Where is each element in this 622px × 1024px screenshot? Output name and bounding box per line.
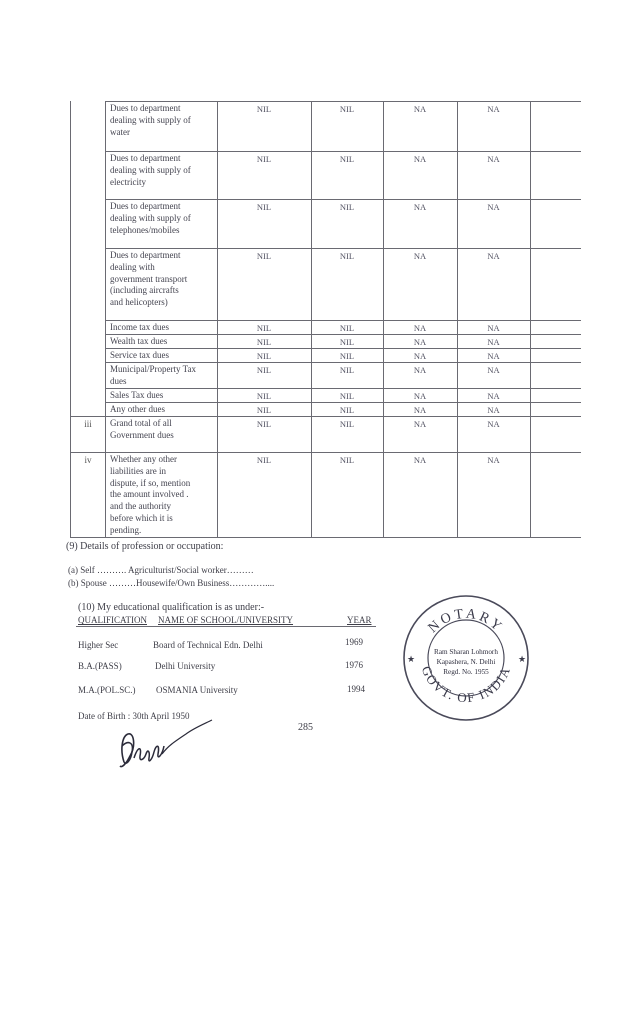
row-description: Grand total of all Government dues bbox=[110, 418, 174, 440]
table-rule bbox=[70, 416, 581, 417]
school-3: OSMANIA University bbox=[156, 685, 238, 695]
table-cell: NIL bbox=[339, 351, 355, 361]
table-cell: NIL bbox=[256, 419, 272, 429]
row-description: Whether any other liabilities are in dispute, if so, mention the amount involved . and the authority before which it is pending. bbox=[110, 454, 191, 535]
table-cell: NIL bbox=[339, 419, 355, 429]
table-cell: NA bbox=[413, 405, 427, 415]
table-cell: NIL bbox=[339, 251, 355, 261]
table-cell: NIL bbox=[256, 202, 272, 212]
qual-1: Higher Sec bbox=[78, 640, 119, 650]
table-cell: NA bbox=[487, 202, 500, 212]
row-description: Dues to department dealing with supply of water bbox=[110, 103, 191, 137]
table-cell: NIL bbox=[256, 323, 272, 333]
table-cell: NA bbox=[487, 251, 500, 261]
page-number: 285 bbox=[298, 722, 313, 733]
svg-text:★: ★ bbox=[407, 655, 416, 665]
row-index: iii bbox=[84, 419, 92, 429]
table-cell: NIL bbox=[256, 391, 272, 401]
table-column-rule bbox=[217, 101, 218, 538]
row-description: Wealth tax dues bbox=[110, 336, 168, 346]
table-cell: NIL bbox=[256, 104, 272, 114]
year-3: 1994 bbox=[347, 684, 365, 694]
table-cell: NIL bbox=[339, 202, 355, 212]
row-description: Sales Tax dues bbox=[110, 390, 164, 400]
table-cell: NIL bbox=[256, 351, 272, 361]
table-cell: NIL bbox=[256, 154, 272, 164]
table-cell: NA bbox=[413, 154, 427, 164]
table-cell: NA bbox=[413, 419, 427, 429]
table-cell: NIL bbox=[256, 251, 272, 261]
section10-heading: (10) My educational qualification is as under:- bbox=[78, 602, 265, 613]
table-rule bbox=[105, 199, 581, 200]
table-cell: NA bbox=[487, 365, 500, 375]
row-description: Dues to department dealing with government transport (including aircrafts and helicopters) bbox=[110, 250, 188, 308]
table-cell: NA bbox=[487, 154, 500, 164]
table-rule bbox=[105, 402, 581, 403]
year-2: 1976 bbox=[345, 660, 363, 670]
school-2: Delhi University bbox=[155, 661, 216, 671]
table-column-rule bbox=[457, 101, 458, 538]
school-1: Board of Technical Edn. Delhi bbox=[153, 640, 263, 650]
svg-text:Kapashera, N. Delhi: Kapashera, N. Delhi bbox=[436, 658, 496, 666]
col-header-year: YEAR bbox=[347, 615, 372, 625]
table-cell: NIL bbox=[339, 405, 355, 415]
header-underline bbox=[76, 626, 376, 627]
row-description: Municipal/Property Tax dues bbox=[110, 364, 196, 386]
table-cell: NIL bbox=[256, 337, 272, 347]
row-index: iv bbox=[84, 455, 92, 465]
svg-text:★: ★ bbox=[518, 655, 527, 665]
table-cell: NA bbox=[413, 104, 427, 114]
notary-stamp-seal bbox=[402, 594, 530, 722]
table-cell: NA bbox=[487, 351, 500, 361]
svg-text:Ram Sharan Lohmorh: Ram Sharan Lohmorh bbox=[434, 648, 498, 656]
table-cell: NIL bbox=[339, 337, 355, 347]
table-cell: NIL bbox=[256, 455, 272, 465]
table-cell: NIL bbox=[256, 405, 272, 415]
table-rule bbox=[105, 334, 581, 335]
occupation-self: (a) Self ………. Agriculturist/Social worker……… bbox=[68, 565, 254, 575]
year-1: 1969 bbox=[345, 637, 363, 647]
table-cell: NA bbox=[487, 391, 500, 401]
qual-2: B.A.(PASS) bbox=[78, 661, 122, 671]
date-of-birth: Date of Birth : 30th April 1950 bbox=[78, 711, 190, 721]
qual-3: M.A.(POL.SC.) bbox=[78, 685, 136, 695]
table-cell: NA bbox=[413, 251, 427, 261]
table-cell: NA bbox=[413, 323, 427, 333]
row-description: Any other dues bbox=[110, 404, 165, 414]
table-cell: NIL bbox=[339, 154, 355, 164]
table-cell: NA bbox=[413, 455, 427, 465]
table-rule bbox=[105, 348, 581, 349]
table-cell: NA bbox=[413, 351, 427, 361]
svg-text:NOTARY: NOTARY bbox=[425, 606, 507, 637]
table-cell: NIL bbox=[339, 104, 355, 114]
table-rule bbox=[105, 101, 581, 102]
table-cell: NA bbox=[487, 405, 500, 415]
row-description: Dues to department dealing with supply of electricity bbox=[110, 153, 191, 187]
table-column-rule bbox=[383, 101, 384, 538]
table-cell: NA bbox=[413, 337, 427, 347]
table-cell: NA bbox=[413, 365, 427, 375]
table-column-rule bbox=[530, 101, 531, 538]
table-rule bbox=[70, 452, 581, 453]
svg-text:Regd. No. 1955: Regd. No. 1955 bbox=[443, 668, 489, 676]
table-column-rule bbox=[105, 101, 106, 538]
table-rule bbox=[105, 151, 581, 152]
table-cell: NA bbox=[413, 202, 427, 212]
occupation-spouse: (b) Spouse ………Housewife/Own Business………….... bbox=[68, 578, 275, 588]
section9-heading: (9) Details of profession or occupation: bbox=[66, 541, 224, 552]
table-cell: NIL bbox=[256, 365, 272, 375]
table-rule bbox=[105, 388, 581, 389]
table-cell: NIL bbox=[339, 323, 355, 333]
col-header-qualification: QUALIFICATION bbox=[78, 615, 147, 625]
table-column-rule bbox=[70, 101, 71, 538]
table-cell: NA bbox=[413, 391, 427, 401]
table-rule bbox=[105, 362, 581, 363]
row-description: Service tax dues bbox=[110, 350, 169, 360]
table-cell: NIL bbox=[339, 391, 355, 401]
col-header-school: NAME OF SCHOOL/UNIVERSITY bbox=[158, 615, 294, 625]
row-description: Income tax dues bbox=[110, 322, 169, 332]
table-cell: NA bbox=[487, 419, 500, 429]
svg-text:GOVT. OF INDIA: GOVT. OF INDIA bbox=[418, 663, 514, 706]
table-rule bbox=[105, 320, 581, 321]
table-column-rule bbox=[311, 101, 312, 538]
table-cell: NA bbox=[487, 337, 500, 347]
row-description: Dues to department dealing with supply of telephones/mobiles bbox=[110, 201, 191, 235]
handwritten-signature bbox=[116, 716, 216, 778]
table-rule bbox=[70, 537, 581, 538]
table-cell: NA bbox=[487, 455, 500, 465]
table-cell: NIL bbox=[339, 365, 355, 375]
table-cell: NIL bbox=[339, 455, 355, 465]
table-cell: NA bbox=[487, 104, 500, 114]
table-cell: NA bbox=[487, 323, 500, 333]
table-rule bbox=[105, 248, 581, 249]
